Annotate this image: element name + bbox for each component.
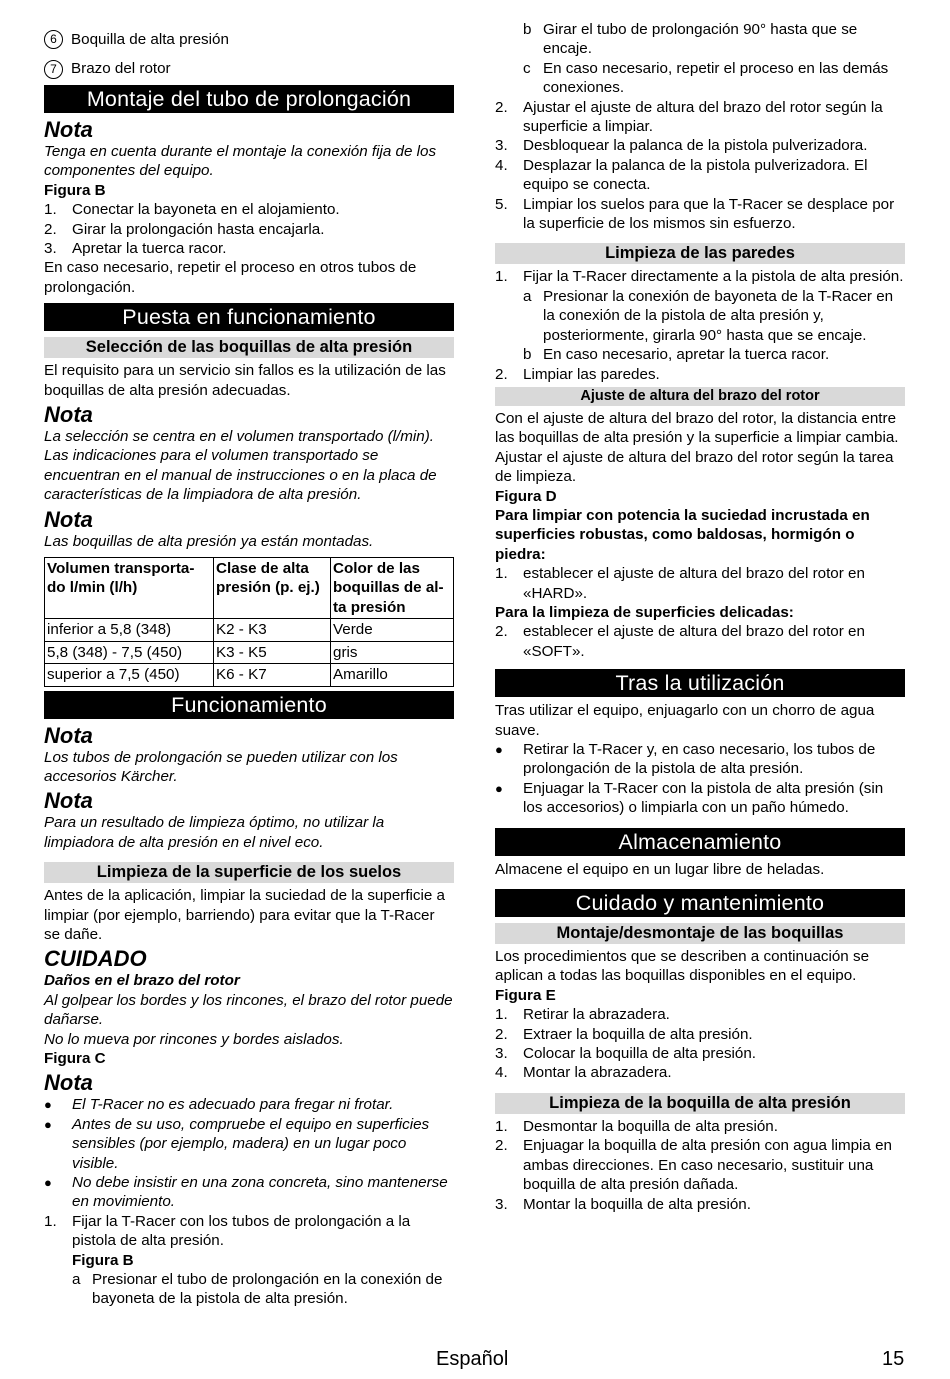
list-item: 2. Girar la prolongación hasta encajarla. [44, 220, 454, 239]
step-text: Fijar la T-Racer directamente a la pistola de alta presión. [523, 268, 904, 286]
step-text: Montar la abrazadera. [523, 1064, 672, 1082]
table-header-row [45, 558, 454, 619]
subsection-heading-boquillas: Selección de las boquillas de alta presión [44, 337, 454, 358]
step-text: En caso necesario, repetir el proceso en las demás conexiones. [543, 59, 889, 97]
list-item: 1. Fijar la T-Racer directamente a la pistola de alta presión. [495, 268, 904, 286]
note-heading: Nota [44, 116, 93, 142]
bullet-icon: ● [44, 1175, 52, 1190]
table-cell: Amarillo [331, 664, 454, 686]
table-cell: 5,8 (348) - 7,5 (450) [45, 641, 214, 663]
sub-list-item: b Girar el tubo de prolongación 90° hasta que se encaje. [495, 20, 905, 59]
bullet-icon: ● [44, 1116, 52, 1132]
step-text: Enjuagar la boquilla de alta presión con agua limpia en ambas direcciones. En caso necesario, sustituir una boquilla de alta presión dañada. [523, 1137, 892, 1194]
step-text: Limpiar las paredes. [523, 365, 660, 383]
list-item: 1. Conectar la bayoneta en el alojamiento. [44, 200, 454, 219]
step-text: Conectar la bayoneta en el alojamiento. [72, 201, 340, 219]
left-column [44, 30, 454, 1309]
bullet-item [44, 1173, 454, 1212]
table-header-cell: Volumen transporta-do l/min (l/h) [45, 558, 214, 619]
table-cell: superior a 7,5 (450) [45, 664, 214, 686]
step-text: Ajustar el ajuste de altura del brazo del rotor según la superficie a limpiar. [523, 98, 883, 136]
section-heading-montaje: Montaje del tubo de prolongación [44, 85, 454, 113]
note-heading: Nota [44, 1070, 93, 1096]
paragraph: Tras utilizar el equipo, enjuagarlo con un chorro de agua suave. [495, 702, 875, 739]
list-item: 3. Colocar la boquilla de alta presión. [495, 1044, 905, 1063]
table-cell: K2 - K3 [214, 619, 331, 641]
paragraph: Con el ajuste de altura del brazo del rotor, la distancia entre las boquillas de alta presión y la superficie a limpiar cambia. [495, 409, 899, 447]
step-text: Presionar el tubo de prolongación en la conexión de bayoneta de la pistola de alta presión. [92, 1271, 443, 1308]
step-text: Desplazar la palanca de la pistola pulverizadora. El equipo se conecta. [523, 156, 868, 194]
bullet-item [495, 779, 905, 818]
subsection-heading-paredes: Limpieza de las paredes [495, 243, 905, 264]
note-heading: Nota [44, 506, 93, 532]
bullet-icon: ● [44, 1097, 52, 1113]
step-text: Limpiar los suelos para que la T-Racer se desplace por la superficie de los mismos sin esfuerzo. [523, 195, 895, 233]
step-text: Desbloquear la palanca de la pistola pulverizadora. [523, 137, 868, 155]
step-text: Extraer la boquilla de alta presión. [523, 1025, 753, 1043]
table-row [45, 664, 454, 686]
bullet-icon: ● [495, 742, 503, 757]
step-text: establecer el ajuste de altura del brazo del rotor en «HARD». [523, 565, 865, 602]
bullet-icon: ● [495, 780, 503, 796]
bullet-text: Enjuagar la T-Racer con la pistola de alta presión (sin los accesorios) o limpiarla con un paño húmedo. [523, 779, 884, 817]
list-item: 2. establecer el ajuste de altura del brazo del rotor en «SOFT». [495, 622, 905, 661]
step-text: Girar la prolongación hasta encajarla. [72, 220, 325, 238]
note-text: Tenga en cuenta durante el montaje la conexión fija de los componentes del equipo. [44, 142, 437, 180]
step-text: Montar la boquilla de alta presión. [523, 1195, 751, 1213]
paragraph: Ajustar el ajuste de altura del brazo del rotor según la tarea de limpieza. [495, 448, 894, 486]
figure-label: Figura E [495, 986, 556, 1004]
item-number: 6 [44, 30, 63, 49]
section-heading-cuidado: Cuidado y mantenimiento [495, 889, 905, 917]
bullet-text: El T-Racer no es adecuado para fregar ni frotar. [72, 1096, 394, 1114]
sub-list-item: a Presionar el tubo de prolongación en la conexión de bayoneta de la pistola de alta presión. [44, 1270, 454, 1309]
section-heading-tras: Tras la utilización [495, 669, 905, 697]
table-cell: K3 - K5 [214, 641, 331, 663]
list-item: 1. Fijar la T-Racer con los tubos de prolongación a la pistola de alta presión. [44, 1212, 454, 1251]
step-text: Fijar la T-Racer con los tubos de prolongación a la pistola de alta presión. [72, 1212, 411, 1250]
step-text: En caso necesario, apretar la tuerca racor. [543, 346, 830, 364]
item-number: 7 [44, 60, 63, 79]
step-text: Desmontar la boquilla de alta presión. [523, 1117, 778, 1135]
list-item [44, 30, 454, 49]
list-item: 2. Ajustar el ajuste de altura del brazo del rotor según la superficie a limpiar. [495, 98, 905, 137]
page-number: 15 [882, 1348, 905, 1370]
bullet-text: No debe insistir en una zona concreta, sino mantenerse en movimiento. [72, 1174, 448, 1211]
section-heading-funcionamiento: Funcionamiento [44, 691, 454, 719]
table-cell: Verde [331, 619, 454, 641]
caution-text: No lo mueva por rincones y bordes aislados. [44, 1030, 344, 1048]
list-item: 4. Desplazar la palanca de la pistola pulverizadora. El equipo se conecta. [495, 156, 905, 195]
list-item: 5. Limpiar los suelos para que la T-Racer se desplace por la superficie de los mismos sin esfuerzo. [495, 195, 905, 234]
note-heading: Nota [44, 788, 93, 814]
list-item-text: Brazo del rotor [71, 60, 171, 78]
list-item: 1. Retirar la abrazadera. [495, 1005, 905, 1024]
figure-label: Figura C [44, 1049, 106, 1067]
list-item-text: Boquilla de alta presión [71, 31, 229, 48]
bullet-item [44, 1115, 454, 1173]
sub-list-item: a Presionar la conexión de bayoneta de la T-Racer en la conexión de la pistola de alta presión y, posteriormente, girarla 90° hasta que se encaje. [495, 287, 905, 345]
list-item: 2. Enjuagar la boquilla de alta presión con agua limpia en ambas direcciones. En caso necesario, sustituir una boquilla de alta presión dañada. [495, 1136, 905, 1194]
nozzle-table [44, 557, 454, 686]
table-row [45, 619, 454, 641]
right-column [495, 20, 905, 1214]
note-text: La selección se centra en el volumen transportado (l/min). Las indicaciones para el volumen transportado se encuentran en el manual de instrucciones o en la placa de características de la limpiadora de alta presión. [44, 428, 437, 504]
section-heading-puesta: Puesta en funcionamiento [44, 303, 454, 331]
note-text: Para un resultado de limpieza óptimo, no utilizar la limpiadora de alta presión en el nivel eco. [44, 814, 385, 851]
bullet-item [44, 1095, 454, 1114]
bullet-item [495, 740, 905, 779]
list-item: 2. Limpiar las paredes. [495, 365, 905, 384]
bullet-text: Retirar la T-Racer y, en caso necesario, los tubos de prolongación de la pistola de alta presión. [523, 741, 876, 778]
paragraph: El requisito para un servicio sin fallos es la utilización de las boquillas de alta presión adecuadas. [44, 362, 446, 399]
caution-text: Al golpear los bordes y los rincones, el brazo del rotor puede dañarse. [44, 991, 453, 1029]
list-item: 3. Montar la boquilla de alta presión. [495, 1195, 905, 1214]
table-cell: K6 - K7 [214, 664, 331, 686]
table-cell: gris [331, 641, 454, 663]
subsection-heading-ajuste: Ajuste de altura del brazo del rotor [495, 387, 905, 406]
step-text: Colocar la boquilla de alta presión. [523, 1045, 757, 1063]
paragraph: Almacene el equipo en un lugar libre de heladas. [495, 860, 825, 878]
figure-label: Figura D [495, 487, 557, 505]
step-text: Girar el tubo de prolongación 90° hasta que se encaje. [543, 21, 858, 58]
sub-list-item: c En caso necesario, repetir el proceso en las demás conexiones. [495, 59, 905, 98]
step-text: Apretar la tuerca racor. [72, 240, 227, 257]
bullet-text: Antes de su uso, compruebe el equipo en superficies sensibles (por ejemplo, madera) en un lugar poco visible. [72, 1115, 430, 1172]
caution-heading: CUIDADO [44, 946, 147, 972]
section-heading-almacenamiento: Almacenamiento [495, 828, 905, 856]
paragraph: Para la limpieza de superficies delicadas: [495, 603, 794, 621]
table-header-cell: Color de las boquillas de al-ta presión [331, 558, 454, 619]
subsection-heading-montaje-boquillas: Montaje/desmontaje de las boquillas [495, 923, 905, 944]
list-item: 3. Desbloquear la palanca de la pistola pulverizadora. [495, 136, 905, 155]
step-text: establecer el ajuste de altura del brazo del rotor en «SOFT». [523, 623, 865, 660]
list-item: 4. Montar la abrazadera. [495, 1063, 905, 1082]
paragraph: En caso necesario, repetir el proceso en otros tubos de prolongación. [44, 259, 417, 296]
note-heading: Nota [44, 722, 93, 748]
figure-label: Figura B [72, 1251, 134, 1269]
note-text: Los tubos de prolongación se pueden utilizar con los accesorios Kärcher. [44, 748, 398, 785]
caution-subtitle: Daños en el brazo del rotor [44, 972, 240, 990]
list-item: 3. Apretar la tuerca racor. [44, 239, 454, 258]
list-item: 2. Extraer la boquilla de alta presión. [495, 1025, 905, 1044]
footer-language: Español [436, 1348, 509, 1370]
paragraph: Antes de la aplicación, limpiar la suciedad de la superficie a limpiar (por ejemplo, barriendo) para evitar que la T-Racer se dañe. [44, 887, 446, 943]
paragraph: Para limpiar con potencia la suciedad incrustada en superficies robustas, como baldosas, hormigón o piedra: [495, 506, 870, 563]
note-heading: Nota [44, 402, 93, 428]
list-item [44, 59, 454, 78]
step-text: Presionar la conexión de bayoneta de la T-Racer en la conexión de la pistola de alta presión y, posteriormente, girarla 90° hasta que se encaje. [543, 287, 894, 344]
list-item: 1. establecer el ajuste de altura del brazo del rotor en «HARD». [495, 564, 905, 603]
list-item: 1. Desmontar la boquilla de alta presión. [495, 1117, 905, 1136]
table-row [45, 641, 454, 663]
subsection-heading-limpieza-boquilla: Limpieza de la boquilla de alta presión [495, 1093, 905, 1114]
paragraph: Los procedimientos que se describen a continuación se aplican a todas las boquillas disponibles en el equipo. [495, 948, 870, 985]
table-cell: inferior a 5,8 (348) [45, 619, 214, 641]
figure-label: Figura B [44, 181, 106, 199]
subsection-heading-suelos: Limpieza de la superficie de los suelos [44, 862, 454, 883]
table-header-cell: Clase de alta presión (p. ej.) [214, 558, 331, 619]
step-text: Retirar la abrazadera. [523, 1006, 670, 1024]
note-text: Las boquillas de alta presión ya están montadas. [44, 532, 374, 550]
sub-list-item: b En caso necesario, apretar la tuerca racor. [495, 345, 905, 364]
